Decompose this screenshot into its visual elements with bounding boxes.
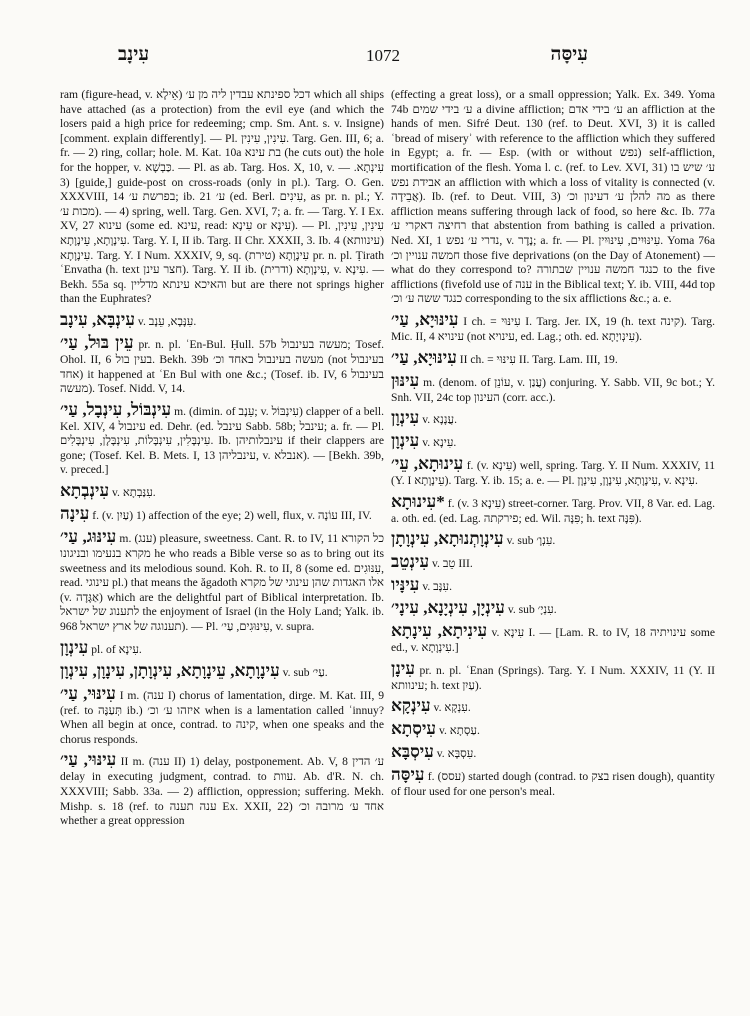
dictionary-entry [391,529,715,549]
dictionary-entry [60,638,384,658]
entry-body: v. עִינָא. [422,436,457,450]
entry-body: I m. (ענה I) chorus of lamentation, dirge. M. Kat. III, 9 (ref. to תְּעַנֶּה ib.) איזהו ע׳ וכ׳ when is a lamentation called ʿinnuy? When all begin at once, contrad. to קינה, when one speaks and the chorus responds. [60,688,385,746]
dictionary-entry [391,431,715,451]
entry-headword: עִיסְבָּא [391,742,434,762]
entry-body: m. (ענג) pleasure, sweetness. Cant. R. to IV, 11 כל הקורא מקרא בנעימו ובניגונו he who reads a Bible verse so as to bring out its sweetness and its melodious sound. Koh. R. to II, 8 (some ed. עִנּוּגִים, read. עינוגי pl.) that means the ăgadoth אלו האגדות שהן עינוגי של מקרא (v. אַגָּדָה) which are the delightful part of Biblical interpretation. Ib. לתענוג של ישראל the enjoyment of Israel (in the Holy Land; Yalk. ib. 968 תענוגה של ארץ ישראל). — Pl. עִינּוּגִים, עַי׳, v. supra. [60,532,385,634]
entry-body: v. עִנָּב. [422,580,452,594]
dictionary-entry [60,661,384,681]
entry-headword: עִינָּיו [391,575,420,595]
entry-body: v. sub עִנְיָ׳. [507,603,557,617]
entry-body: v. sub עִנְוָ׳. [506,534,556,548]
entry-headword: עִינְוָן [391,408,420,428]
entry-body: v. עִסְבָּא. [436,747,477,761]
dictionary-entry [60,310,384,330]
entry-headword: עִינּוּיָא, עַי׳ [391,309,459,329]
entry-headword: עִיסְתָא [391,719,437,739]
dictionary-entry [391,492,715,527]
dictionary-entry [60,481,384,501]
dictionary-entry [391,408,715,428]
entry-headword: עִינְוָתְנוּתָא, עִינְוָתָן [391,529,504,549]
entry-body: II m. (ענה II) 1) delay, postponement. Ab. V, 8 ע׳ הדין delay in executing judgment, contrad. to עוות. Ab. d'R. N. ch. XXXVIII; Sabb. 33a. — 2) affliction, oppression; suffering. Mekh. Mishp. s. 18 (ref. to ענה תענה Ex. XXII, 22) אחד ע׳ מרובה וכ׳ whether a great oppression [60,755,384,828]
dictionary-entry [60,750,384,828]
entry-body: pr. n. pl. ʿEn-Bul. Ḥull. 57b מעשה בעינבול; Tosef. Ohol. II, 6 בעין בול. Bekh. 39b מעשה בעינבול באחד וכ׳ (not בעינבול אחד) it happened at ʿEn Bul with one &c.; (Tosef. ib. IV, 6 בעינבול מעשה). Tosef. Nidd. V, 14. [60,337,384,396]
entry-headword: עִינִיתָא, עִינָתָא [391,621,488,641]
entry-headword: עִינּוּיָא, עַי׳ [391,347,457,367]
dictionary-entry [391,371,715,406]
entry-body: I ch. = עִינּוּי I. Targ. Jer. IX, 19 (h. text קינה). Targ. Mic. II, 4 עינויא (not עינויא, ed. Lag.; oth. ed. עִינְויָתָא). [391,314,715,343]
entry-headword: עִינְוָן [60,637,89,657]
dictionary-entry [60,684,384,748]
entry-body: v. עֲנָנָא. [422,413,458,427]
dictionary-entry [391,88,715,307]
entry-headword: עִינְבּוֹל, עִינְבָל, עַי׳ [60,399,172,419]
entry-headword: עִינְבְתָא [60,481,110,501]
entry-headword: עִינָן [391,658,415,678]
entry-headword: עִינּוּג, עַי׳ [60,527,117,547]
entry-headword: עִינּוּי, עַי׳ [60,683,116,703]
dictionary-entry [60,527,384,635]
entry-body: pr. n. pl. ʿEnan (Springs). Targ. Y. I Num. XXXIV, 11 (Y. II עינוותא; h. text עַיִן). [391,663,715,692]
dictionary-entry [391,310,715,345]
page-header [60,44,706,72]
entry-body: v. טֵב III. [431,557,473,571]
entry-headword: עִינְבָּא, עִינָב [60,309,136,329]
entry-body: pl. of עִינָא. [91,642,142,656]
entry-headword: עִינְיָן, עִינְיָנָא, עִינָי׳ [391,598,505,618]
entry-headword: עִיסָּה [391,765,425,785]
entry-body: f. (v. עִינָא) well, spring. Targ. Y. II Num. XXXIV, 11 (Y. I עֵינָוָתָא). Targ. Y. ib. 15; a. e. — Pl. עִינָוָתָא, עִינָוָן, עִינְוָן, v. עִינָא. [391,459,715,488]
dictionary-entry [391,454,715,489]
entry-body: f. (v. עַיִן) 1) affection of the eye; 2) well, flux, v. עוֹנָה III, IV. [92,509,372,523]
entry-body: v. עִינָא I. — [Lam. R. to IV, 18 עינויתיה some ed., v. עִינְוָתָא.] [391,626,715,655]
entry-body: v. עִנַּבְתָא. [112,486,156,500]
entry-body: v. עַסְתָא. [438,724,480,738]
entry-headword: עִינְקָא [391,696,431,716]
entry-body: v. עִנְקָא. [433,701,471,715]
dictionary-entry [391,552,715,572]
dictionary-entry [391,765,715,800]
entry-headword: עִינוּתָא, עֵי׳ [391,454,464,474]
entry-headword: עִינָה [60,504,90,524]
dictionary-entry [391,598,715,618]
entry-headword: עִינָוָתָא, עֵינָוָתָא, עִינְוָתָן, עִינָוָן, עִינְוָן [60,660,280,680]
entry-headword: עִינּוּי, עַי׳ [60,750,117,770]
entry-body: (effecting a great loss), or a small oppression; Yalk. Ex. 349. Yoma 74b ע׳ בידי שמים a divine affliction; ע׳ בידי אדם an affliction at the hands of men. Sifré Deut. 130 (ref. to Deut. XVI, 3) it is called ʿbread of miseryʾ with reference to the affliction which they suffered in Egypt; a. fr. — Esp. (with or without נפש) self-affliction, mortification of the flesh. Yoma l. c. (ref. to Lev. XVI, 31) ע׳ שיש בו אבידת נפש an affliction with which a loss of vitality is connected (v. אֲבֵידָה). Ib. (ref. to Deut. VIII, 3) מה להלן ע׳ דעינון וכ׳ as there affliction means suffering through lack of food, so here &c. Ib. 77a רחיצה דאקרי ע׳ that abstention from bathing is called a privation. Ned. XI, 1 נדרי ע׳ נפש, v. נֶדֶר; a. fr. — Pl. עִינּוּיִים, עִינּוּיִין. Yoma 76a חמשה ענויין וכ׳ those five deprivations (on the Day of Atonement) — what do they correspond to? כנגד חמשה ענויין שבתורה to the five afflictions (fivefold use of ענה in the Biblical text; Y. ib. VIII, 44d top כנגד ששה ע׳ וכ׳ corresponding to the six afflictions &c.; a. e. [391,88,716,306]
entry-body: f. (v. עִינָא 3) street-corner. Targ. Prov. VII, 8 Var. ed. Lag. a. oth. ed. (ed. Lag. פירקתה; ed. Wil. פִּנָּה; h. text פִּנָּה). [391,496,715,525]
entry-body: ram (figure-head, v. אֵילָא) דכל ספינתא עבדין ליה מן ע׳ which all ships have attached (as a protection) from the evil eye (and which the losers paid a high price for redeeming; cmp. Sm. Ant. s. v. Insigne) [comment. explain differently]. — Pl. עִינִין, עִינִין. Targ. Gen. III, 6; a. fr. — 2) ring, collar; hole. M. Kat. 10a בת עינא (he cuts out) the hole for the hopper, v. כַּבְשָׁא. — Pl. as ab. Targ. Hos. X, 10, v. עִינְתָא. — 3) [guide,] guide-post on cross-roads (only in pl.). Targ. O. Gen. XXXVIII, 14 בפרשת ע׳; ib. 21 ע׳ (ed. Berl. עִינִים, as pr. n. pl.; Y. מכות ע׳). — 4) spring, well. Targ. Gen. XVI, 7; a. fr. — Targ. Y. I Ex. XV, 27 עינוא (some ed. עינא, read: עִינָא or עִינָא). — Pl. עִינִין, עִינִין, עִינָוָתָא, עֵינָוָתָא. Targ. Y. I, II ib. Targ. II Chr. XXXII, 3. Ib. 4 (עינוותא) עִינָוָתָא. Targ. Y. I Num. XXXIV, 9, sq. (טירת) עִינָוָתָא pr. n. pl. Ṭirath ʿEnvatha (h. text חצר עינן). Targ. Y. II ib. (ודרית) עִינָוְתָא, v. עִינָא. — Bekh. 55a sq. והאיכא עינתא מדליין but are there not springs higher than the Euphrates? [60,88,385,306]
dictionary-entry [391,348,715,368]
dictionary-entry [60,504,384,524]
header-right-headword: עִיסָּה [550,44,588,65]
entry-body: v. עִנָּבָא, עֵנָב. [137,314,197,328]
entry-headword: עִינְטֵב [391,552,430,572]
dictionary-entry [60,88,384,307]
entry-headword: עִינּוּן [391,370,420,390]
entry-body: f. (עסס) started dough (contrad. to בצק risen dough), quantity of flour used for one person's meal. [391,770,715,799]
entry-headword: עֵין בּוּל, עַי׳ [60,332,134,352]
dictionary-entry [391,742,715,762]
entry-body: II ch. = עִינּוּי II. Targ. Lam. III, 19. [459,352,618,366]
dictionary-entry [391,575,715,595]
dictionary-entry [60,333,384,397]
entry-body: v. sub עַי׳. [282,665,328,679]
entry-headword: עִינְוָן [391,431,420,451]
dictionary-entry [391,621,715,656]
page-number: 1072 [366,46,400,65]
dictionary-entry [391,719,715,739]
entry-body: m. (denom. of עוֹנֵן, v. עֲנַן) conjuring. Y. Sabb. VII, 9c bot.; Y. Snh. VII, 24c top העינון (corr. acc.). [391,375,715,404]
dictionary-entry [391,696,715,716]
entry-headword: *עִינוּתָא [391,491,445,511]
right-column [391,88,715,803]
header-left-headword: עִינָב [118,44,150,65]
dictionary-entry [60,400,384,478]
dictionary-entry [391,659,715,694]
left-column [60,88,384,832]
entry-body: m. (dimin. of עֵנָב; v. עִינְבּוֹל) clapper of a bell. Kel. XIV, 4 עינבול ed. Dehr. (ed. עינבל Sabb. 58b; עינבל; a. fr. — Pl. עִינְבָּלִין, עִינְבָּלוֹת, עִינְבָּלָן, עִינְבָּלִים. Ib. עינבלותיהן if their clappers are gone; (Tosef. Kel. B. Mets. I, 13 עינבליהן, v. אנבלא). — [Bekh. 39b, v. preced.] [60,404,385,477]
